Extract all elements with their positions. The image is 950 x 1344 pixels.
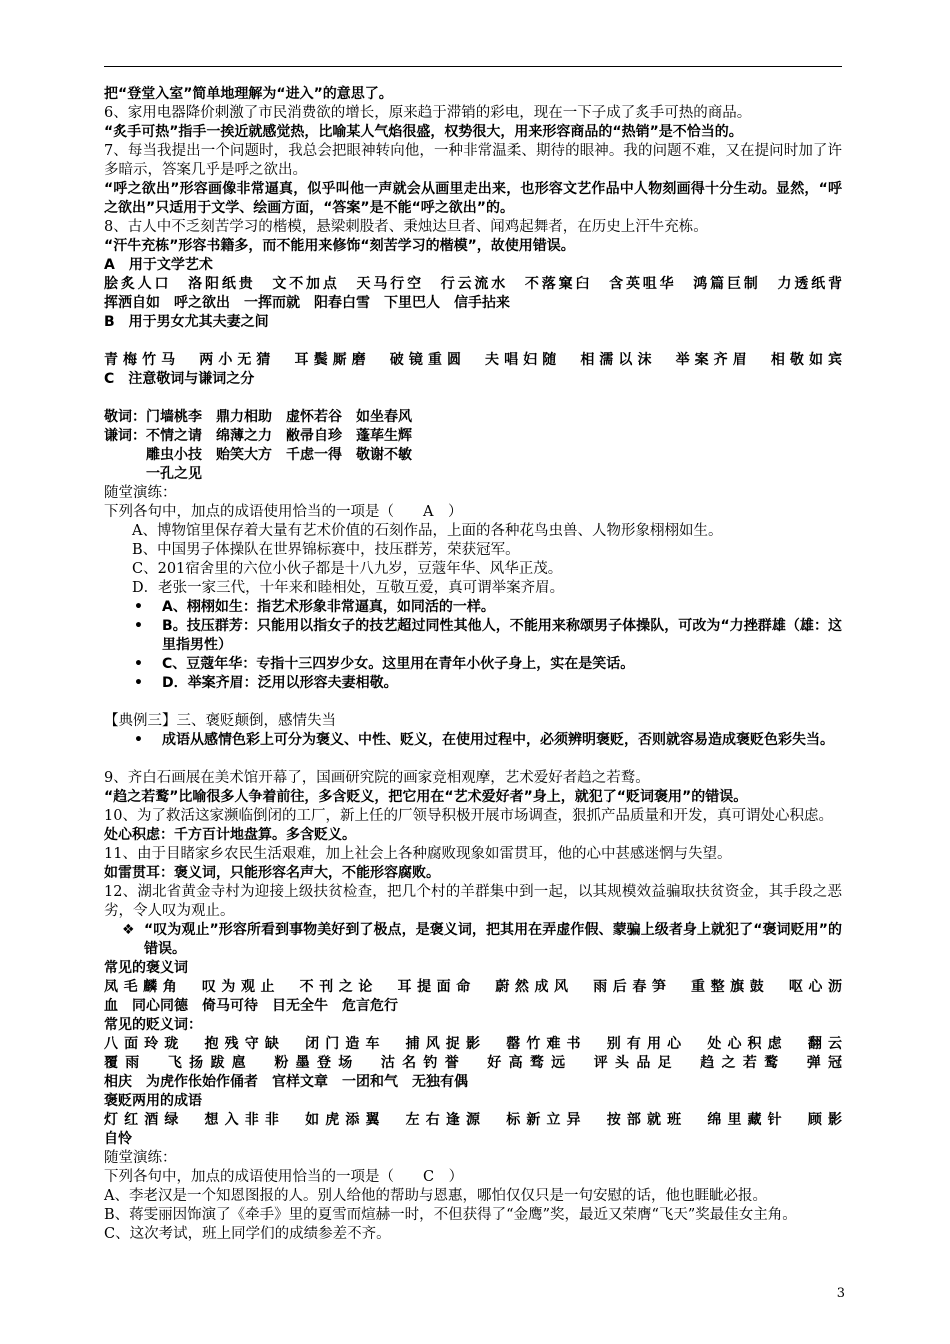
line-text: 处心积虑：千方百计地盘算。多含贬义。 (104, 827, 356, 843)
text-line (104, 465, 842, 484)
line-text: 常见的贬义词： (104, 1017, 202, 1033)
text-line (104, 85, 842, 104)
line-text: “呼之欲出”形容画像非常逼真，似乎叫他一声就会从画里走出来，也形容文艺作品中人物刻画得十分生动。显然，“呼之欲出”只适用于文学、绘画方面，“答案”是不能“呼之欲出”的。 (104, 181, 842, 216)
text-line (104, 1149, 842, 1168)
text-line (104, 218, 842, 237)
line-text: 【典例三】三、褒贬颠倒，感情失当 (104, 713, 336, 729)
text-line (104, 1168, 842, 1187)
line-text: C、豆蔻年华：专指十三四岁少女。这里用在青年小伙子身上，实在是笑话。 (162, 656, 635, 672)
bullet-icon: • (134, 675, 143, 691)
text-line (104, 294, 842, 313)
line-text: 八面玲珑 抱残守缺 闭门造车 捕风捉影 罄竹难书 别有用心 处心积虑 翻云 (104, 1036, 842, 1052)
line-text: 凤毛麟角 叹为观止 不刊之论 耳提面命 蔚然成风 雨后春笋 重整旗鼓 呕心沥 (104, 979, 842, 995)
line-text: 11、由于目睹家乡农民生活艰难，加上社会上各种腐败现象如雷贯耳，他的心中甚感迷惘与失望。 (104, 846, 732, 862)
line-text: 覆雨 飞扬跋扈 粉墨登场 沽名钓誉 好高骛远 评头品足 趋之若鹜 弹冠 (104, 1055, 842, 1071)
line-text: B、蒋雯丽因饰演了《牵手》里的夏雪而煊赫一时，不但获得了“金鹰”奖，最近又荣膺“飞天”奖最佳女主角。 (104, 1207, 797, 1223)
line-text: B、中国男子体操队在世界锦标赛中，技压群芳，荣获冠军。 (132, 542, 520, 558)
text-line (104, 598, 842, 617)
text-line (104, 1187, 842, 1206)
spacer (104, 389, 842, 408)
text-line (104, 1054, 842, 1073)
text-line (104, 1092, 842, 1111)
line-text: 自怜 (104, 1131, 132, 1147)
line-text: 相庆 为虎作伥始作俑者 官样文章 一团和气 无独有偶 (104, 1074, 468, 1090)
line-text: 血 同心同德 倚马可待 目无全牛 危言危行 (104, 998, 398, 1014)
text-line (104, 712, 842, 731)
line-text: 青梅竹马 两小无猜 耳鬓厮磨 破镜重圆 夫唱妇随 相濡以沫 举案齐眉 相敬如宾 (104, 352, 842, 368)
text-line (104, 313, 842, 332)
line-text: 挥洒自如 呼之欲出 一挥而就 阳春白雪 下里巴人 信手拈来 (104, 295, 510, 311)
line-text: 下列各句中，加点的成语使用恰当的一项是（ A ） (104, 504, 463, 520)
line-text: 一孔之见 (104, 466, 202, 482)
text-line (104, 256, 842, 275)
text-line (104, 123, 842, 142)
line-text: 12、湖北省黄金寺村为迎接上级扶贫检查，把几个村的羊群集中到一起，以其规模效益骗取扶贫资金，其手段之恶劣，令人叹为观止。 (104, 884, 842, 919)
text-line (104, 1225, 842, 1244)
bullet-icon: • (134, 732, 143, 748)
text-line (104, 1130, 842, 1149)
bullet-icon: • (134, 656, 143, 672)
line-text: 常见的褒义词 (104, 960, 188, 976)
line-text: “炙手可热”指手一挨近就感觉热，比喻某人气焰很盛，权势很大，用来形容商品的“热销”是不恰当的。 (104, 124, 743, 140)
text-line (104, 826, 842, 845)
text-line (104, 1206, 842, 1225)
text-line (104, 446, 842, 465)
text-line (104, 541, 842, 560)
text-line (104, 579, 842, 598)
line-text: 把“登堂入室”简单地理解为“进入”的意思了。 (104, 86, 393, 102)
text-line (104, 864, 842, 883)
text-line (104, 883, 842, 921)
text-line (104, 655, 842, 674)
line-text: B。技压群芳：只能用以指女子的技艺超过同性其他人，不能用来称颂男子体操队，可改为“力挫群雄（雄：这里指男性） (162, 618, 842, 653)
line-text: 灯红酒绿 想入非非 如虎添翼 左右逢源 标新立异 按部就班 绵里藏针 顾影 (104, 1112, 842, 1128)
line-text: A、李老汉是一个知恩图报的人。别人给他的帮助与恩惠，哪怕仅仅只是一句安慰的话，他也睚眦必报。 (104, 1188, 767, 1204)
text-line (104, 275, 842, 294)
text-line (104, 959, 842, 978)
line-text: A 用于文学艺术 (104, 257, 213, 273)
page-number: 3 (836, 1286, 845, 1301)
text-line (104, 427, 842, 446)
line-text: “趋之若鹜”比喻很多人争着前往，多含贬义，把它用在“艺术爱好者”身上，就犯了“贬词褒用”的错误。 (104, 789, 748, 805)
text-line (104, 769, 842, 788)
line-text: 7、每当我提出一个问题时，我总会把眼神转向他，一种非常温柔、期待的眼神。我的问题不难，又在提问时加了许多暗示，答案几乎是呼之欲出。 (104, 143, 842, 178)
text-line (104, 104, 842, 123)
text-line (104, 237, 842, 256)
text-line (104, 1035, 842, 1054)
line-text: 褒贬两用的成语 (104, 1093, 202, 1109)
header-rule (104, 66, 842, 67)
spacer (104, 750, 842, 769)
text-line (104, 731, 842, 750)
line-text: A、栩栩如生：指艺术形象非常逼真，如同活的一样。 (162, 599, 495, 615)
line-text: “叹为观止”形容所看到事物美好到了极点，是褒义词，把其用在弄虚作假、蒙骗上级者身上就犯了“褒词贬用”的错误。 (144, 922, 842, 957)
bullet-icon: • (134, 618, 143, 634)
line-text: 脍炙人口 洛阳纸贵 文不加点 天马行空 行云流水 不落窠臼 含英咀华 鸿篇巨制 力透纸背 (104, 276, 842, 292)
text-line (104, 503, 842, 522)
line-text: 9、齐白石画展在美术馆开幕了，国画研究院的画家竞相观摩，艺术爱好者趋之若鹜。 (104, 770, 650, 786)
line-text: 敬词：门墙桃李 鼎力相助 虚怀若谷 如坐春风 (104, 409, 412, 425)
line-text: 10、为了救活这家濒临倒闭的工厂，新上任的厂领导积极开展市场调查，狠抓产品质量和开发，真可谓处心积虑。 (104, 808, 833, 824)
line-text: C、201宿舍里的六位小伙子都是十八九岁，豆蔻年华、风华正茂。 (132, 561, 563, 577)
line-text: C、这次考试，班上同学们的成绩参差不齐。 (104, 1226, 391, 1242)
text-line (104, 845, 842, 864)
line-text: D．举案齐眉：泛用以形容夫妻相敬。 (162, 675, 398, 691)
text-line (104, 142, 842, 180)
line-text: 下列各句中，加点的成语使用恰当的一项是（ C ） (104, 1169, 464, 1185)
spacer (104, 332, 842, 351)
line-text: 8、古人中不乏刻苦学习的楷模，悬梁刺股者、秉烛达旦者、闻鸡起舞者，在历史上汗牛充栋。 (104, 219, 708, 235)
line-text: A、博物馆里保存着大量有艺术价值的石刻作品，上面的各种花鸟虫兽、人物形象栩栩如生。 (132, 523, 723, 539)
text-line (104, 921, 842, 959)
line-text: 6、家用电器降价刺激了市民消费欲的增长，原来趋于滞销的彩电，现在一下子成了炙手可热的商品。 (104, 105, 752, 121)
line-text: C 注意敬词与谦词之分 (104, 371, 255, 387)
text-line (104, 1073, 842, 1092)
line-text: 雕虫小技 贻笑大方 千虑一得 敬谢不敏 (104, 447, 412, 463)
text-line (104, 674, 842, 693)
diamond-bullet-icon: ❖ (122, 922, 135, 938)
line-text: 谦词：不情之请 绵薄之力 敝帚自珍 蓬荜生辉 (104, 428, 412, 444)
text-line (104, 807, 842, 826)
document-body (104, 85, 842, 1244)
text-line (104, 408, 842, 427)
text-line (104, 180, 842, 218)
line-text: 随堂演练： (104, 485, 177, 501)
text-line (104, 484, 842, 503)
line-text: 随堂演练： (104, 1150, 177, 1166)
text-line (104, 1016, 842, 1035)
text-line (104, 978, 842, 997)
line-text: 如雷贯耳：褒义词，只能形容名声大，不能形容腐败。 (104, 865, 440, 881)
text-line (104, 617, 842, 655)
line-text: B 用于男女尤其夫妻之间 (104, 314, 269, 330)
bullet-icon: • (134, 599, 143, 615)
line-text: D．老张一家三代，十年来和睦相处，互敬互爱，真可谓举案齐眉。 (132, 580, 565, 596)
text-line (104, 370, 842, 389)
line-text: 成语从感情色彩上可分为褒义、中性、贬义，在使用过程中，必须辨明褒贬，否则就容易造成褒贬色彩失当。 (162, 732, 834, 748)
line-text: “汗牛充栋”形容书籍多，而不能用来修饰“刻苦学习的楷模”，故使用错误。 (104, 238, 575, 254)
text-line (104, 788, 842, 807)
text-line (104, 351, 842, 370)
text-line (104, 522, 842, 541)
spacer (104, 693, 842, 712)
text-line (104, 560, 842, 579)
text-line (104, 1111, 842, 1130)
text-line (104, 997, 842, 1016)
